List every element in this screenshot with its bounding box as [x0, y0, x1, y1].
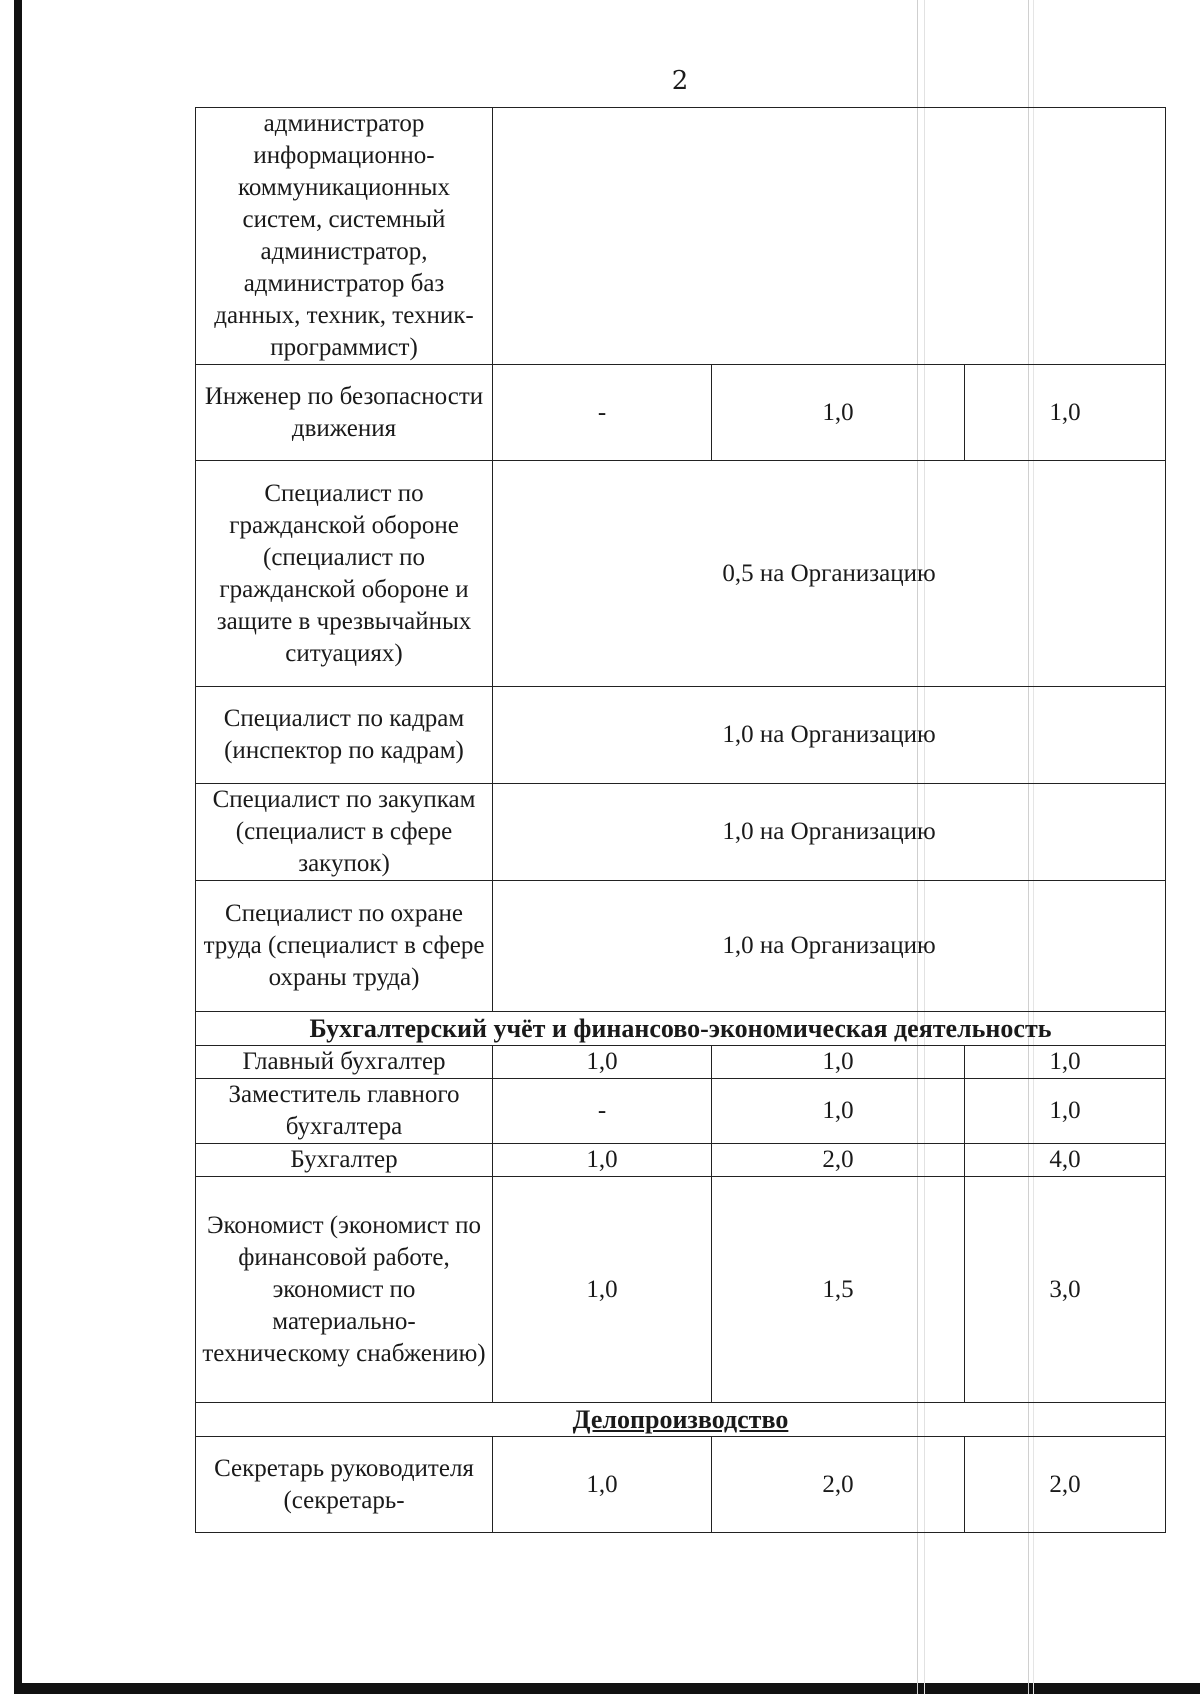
table-row — [196, 881, 1166, 1012]
section-header: Бухгалтерский учёт и финансово-экономическая деятельность — [196, 1012, 1166, 1046]
position-title: Бухгалтер — [196, 1144, 493, 1177]
position-title: Специалист по кадрам (инспектор по кадрам) — [196, 687, 493, 784]
scan-left-border — [14, 0, 22, 1694]
table-row — [196, 365, 1166, 461]
value-cell: 2,0 — [965, 1437, 1166, 1533]
value-cell: 2,0 — [712, 1437, 965, 1533]
merged-value-cell: 1,0 на Организацию — [493, 881, 1166, 1012]
value-cell: - — [493, 365, 712, 461]
value-cell: 1,0 — [712, 365, 965, 461]
table-row — [196, 1177, 1166, 1403]
table-row — [196, 784, 1166, 881]
scan-bottom-border — [14, 1683, 1200, 1694]
table-row — [196, 1437, 1166, 1533]
position-title: Специалист по закупкам (специалист в сфере закупок) — [196, 784, 493, 881]
position-title: Инженер по безопасности движения — [196, 365, 493, 461]
value-cell: 1,0 — [965, 365, 1166, 461]
section-header-row — [196, 1012, 1166, 1046]
value-cell: - — [493, 1079, 712, 1144]
position-title: Специалист по гражданской обороне (специалист по гражданской обороне и защите в чрезвычайных ситуациях) — [196, 461, 493, 687]
position-title: Экономист (экономист по финансовой работе, экономист по материально-техническому снабжению) — [196, 1177, 493, 1403]
staffing-table — [195, 107, 1166, 1533]
table-row — [196, 1144, 1166, 1177]
merged-value-cell: 0,5 на Организацию — [493, 461, 1166, 687]
table-row — [196, 108, 1166, 365]
value-cell: 3,0 — [965, 1177, 1166, 1403]
table-row — [196, 1046, 1166, 1079]
section-header-row — [196, 1403, 1166, 1437]
table-row — [196, 687, 1166, 784]
table-row — [196, 461, 1166, 687]
empty-merged-cell — [493, 108, 1166, 365]
value-cell: 1,0 — [712, 1046, 965, 1079]
value-cell: 1,0 — [493, 1177, 712, 1403]
position-title: Секретарь руководителя (секретарь- — [196, 1437, 493, 1533]
value-cell: 1,0 — [712, 1079, 965, 1144]
position-title: Специалист по охране труда (специалист в сфере охраны труда) — [196, 881, 493, 1012]
merged-value-cell: 1,0 на Организацию — [493, 687, 1166, 784]
section-header: Делопроизводство — [196, 1403, 1166, 1437]
value-cell: 4,0 — [965, 1144, 1166, 1177]
position-title: Заместитель главного бухгалтера — [196, 1079, 493, 1144]
value-cell: 1,0 — [965, 1079, 1166, 1144]
page-number: 2 — [671, 66, 689, 96]
position-title: Главный бухгалтер — [196, 1046, 493, 1079]
value-cell: 1,0 — [493, 1046, 712, 1079]
value-cell: 1,0 — [965, 1046, 1166, 1079]
merged-value-cell: 1,0 на Организацию — [493, 784, 1166, 881]
value-cell: 2,0 — [712, 1144, 965, 1177]
value-cell: 1,0 — [493, 1437, 712, 1533]
table-row — [196, 1079, 1166, 1144]
value-cell: 1,0 — [493, 1144, 712, 1177]
position-title: администратор информационно-коммуникационных систем, системный администратор, администратор баз данных, техник, техник-программист) — [196, 108, 493, 365]
value-cell: 1,5 — [712, 1177, 965, 1403]
